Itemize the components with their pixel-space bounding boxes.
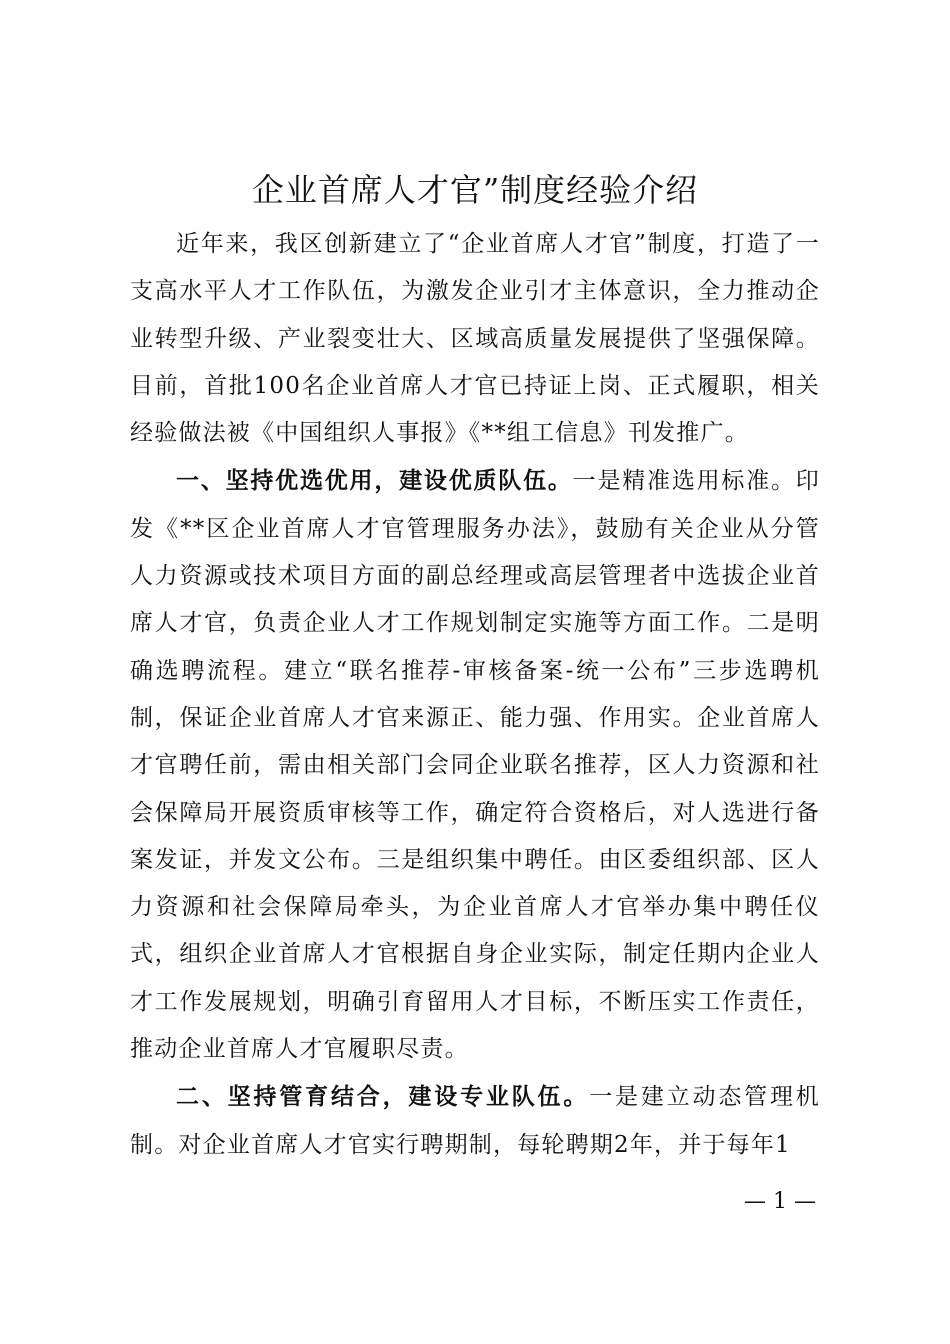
- paragraph-intro: [130, 220, 820, 457]
- paragraph-section-2: [130, 1073, 820, 1169]
- page-number: — 1 —: [744, 1189, 816, 1214]
- document-title: 企业首席人才官”制度经验介绍: [251, 171, 699, 209]
- paragraph-text: 近年来，我区创新建立了“企业首席人才官”制度，打造了一支高水平人才工作队伍，为激发企业引才主体意识，全力推动企业转型升级、产业裂变壮大、区域高质量发展提供了坚强保障。目前，首批100名企业首席人才官已持证上岗、正式履职，相关经验做法被《中国组织人事报》《**组工信息》刊发推广。: [130, 231, 820, 447]
- document-body: [130, 220, 820, 1169]
- paragraph-lead: 二、坚持管育结合，建设专业队伍。: [176, 1083, 590, 1111]
- paragraph-section-1: [130, 457, 820, 1073]
- paragraph-text: 一是精准选用标准。印发《**区企业首席人才官管理服务办法》，鼓励有关企业从分管人力资源或技术项目方面的副总经理或高层管理者中选拔企业首席人才官，负责企业人才工作规划制定实施等方面工作。二是明确选聘流程。建立“联名推荐-审核备案-统一公布”三步选聘机制，保证企业首席人才官来源正、能力强、作用实。企业首席人才官聘任前，需由相关部门会同企业联名推荐，区人力资源和社会保障局开展资质审核等工作，确定符合资格后，对人选进行备案发证，并发文公布。三是组织集中聘任。由区委组织部、区人力资源和社会保障局牵头，为企业首席人才官举办集中聘任仪式，组织企业首席人才官根据自身企业实际，制定任期内企业人才工作发展规划，明确引育留用人才目标，不断压实工作责任，推动企业首席人才官履职尽责。: [130, 468, 820, 1063]
- paragraph-text: 一是建立动态管理机制。对企业首席人才官实行聘期制，每轮聘期2年，并于每年1: [130, 1084, 820, 1158]
- paragraph-lead: 一、坚持优选优用，建设优质队伍。: [176, 467, 573, 495]
